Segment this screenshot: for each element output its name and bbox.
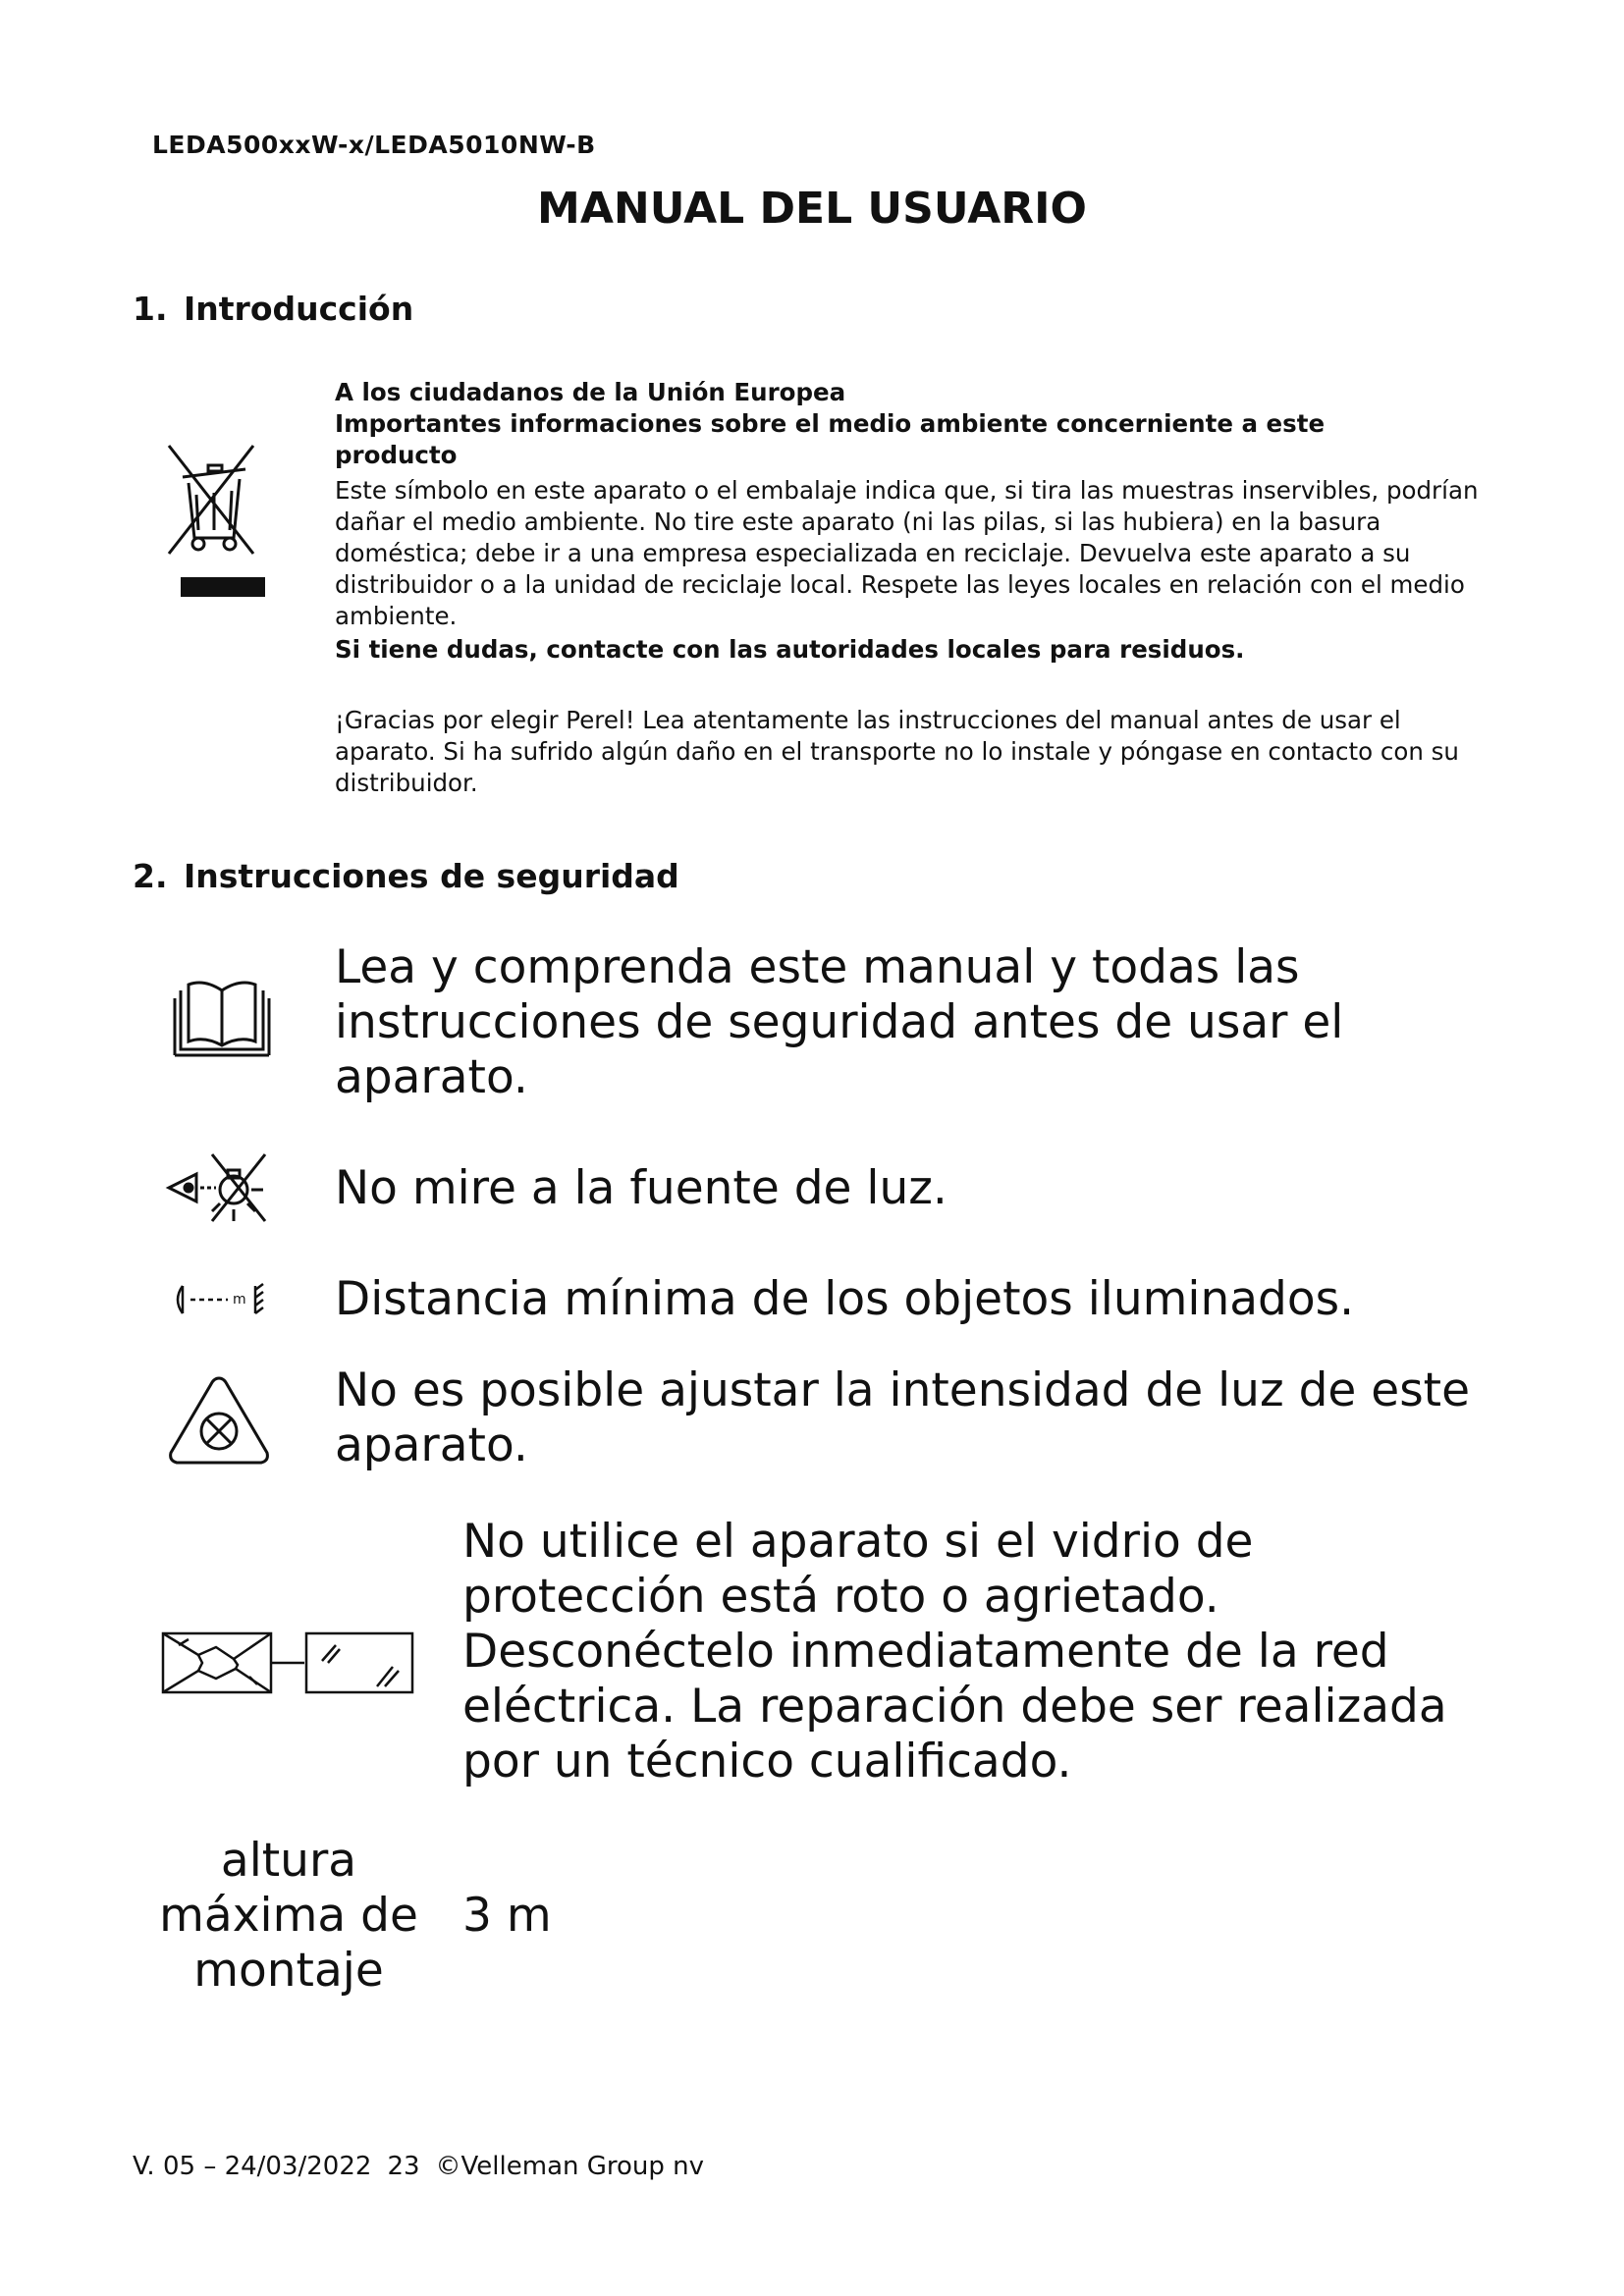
- section-number: 2.: [133, 857, 168, 895]
- mounting-label-line: montaje: [193, 1944, 384, 1998]
- section-heading-introduction: [133, 290, 413, 328]
- safety-text-read-manual: Lea y comprenda este manual y todas las instrucciones de seguridad antes de usar el aparato.: [335, 940, 1344, 1104]
- not-dimmable-icon: [165, 1374, 273, 1468]
- doubts-note: Si tiene dudas, contacte con las autoridades locales para residuos.: [335, 635, 1245, 664]
- copyright: ©Velleman Group nv: [435, 2152, 705, 2181]
- mounting-height-value: 3 m: [462, 1889, 552, 1943]
- no-look-light-icon: [167, 1148, 269, 1227]
- mounting-label-line: altura: [220, 1834, 357, 1888]
- section-title: Introducción: [184, 290, 414, 328]
- page-number: 23: [387, 2152, 420, 2181]
- model-number: LEDA500xxW-x/LEDA5010NW-B: [152, 131, 596, 159]
- safety-text-no-look: No mire a la fuente de luz.: [335, 1161, 947, 1215]
- weee-bin-icon: [163, 436, 271, 601]
- page-footer: [133, 2152, 704, 2181]
- safety-text-not-dimmable: No es posible ajustar la intensidad de luz de este aparato.: [335, 1363, 1471, 1472]
- safety-text-min-distance: Distancia mínima de los objetos iluminados.: [335, 1272, 1355, 1326]
- manual-book-icon: [171, 979, 273, 1057]
- section-number: 1.: [133, 290, 168, 328]
- page-title: MANUAL DEL USUARIO: [537, 184, 1087, 234]
- section-title: Instrucciones de seguridad: [184, 857, 679, 895]
- mounting-height-label: [137, 1834, 440, 1999]
- svg-text:m: m: [233, 1292, 246, 1308]
- broken-glass-icon: [159, 1626, 416, 1704]
- min-distance-icon: [171, 1282, 273, 1317]
- eu-citizens-heading: A los ciudadanos de la Unión Europea: [335, 378, 846, 406]
- environment-heading: Importantes informaciones sobre el medio ambiente concerniente a este producto: [335, 409, 1326, 469]
- safety-text-broken-glass: No utilice el aparato si el vidrio de protección está roto o agrietado. Desconéctelo inmediatamente de la red eléctrica. La reparación debe ser realizada por un técnico cualificado.: [462, 1515, 1447, 1789]
- version-date: V. 05 – 24/03/2022: [133, 2152, 372, 2181]
- disposal-paragraph: Este símbolo en este aparato o el embalaje indica que, si tira las muestras inservibles, podrían dañar el medio ambiente. No tire este aparato (ni las pilas, si las hubiera) en la basura doméstica; debe ir a una empresa especializada en reciclaje. Devuelva este aparato a su distribuidor o a la unidad de reciclaje local. Respete las leyes locales en relación con el medio ambiente.: [335, 476, 1479, 630]
- section-heading-safety: [133, 857, 679, 895]
- thanks-paragraph: ¡Gracias por elegir Perel! Lea atentamente las instrucciones del manual antes de usar el aparato. Si ha sufrido algún daño en el transporte no lo instale y póngase en contacto con su distribuidor.: [335, 706, 1459, 797]
- mounting-label-line: máxima de: [159, 1889, 418, 1943]
